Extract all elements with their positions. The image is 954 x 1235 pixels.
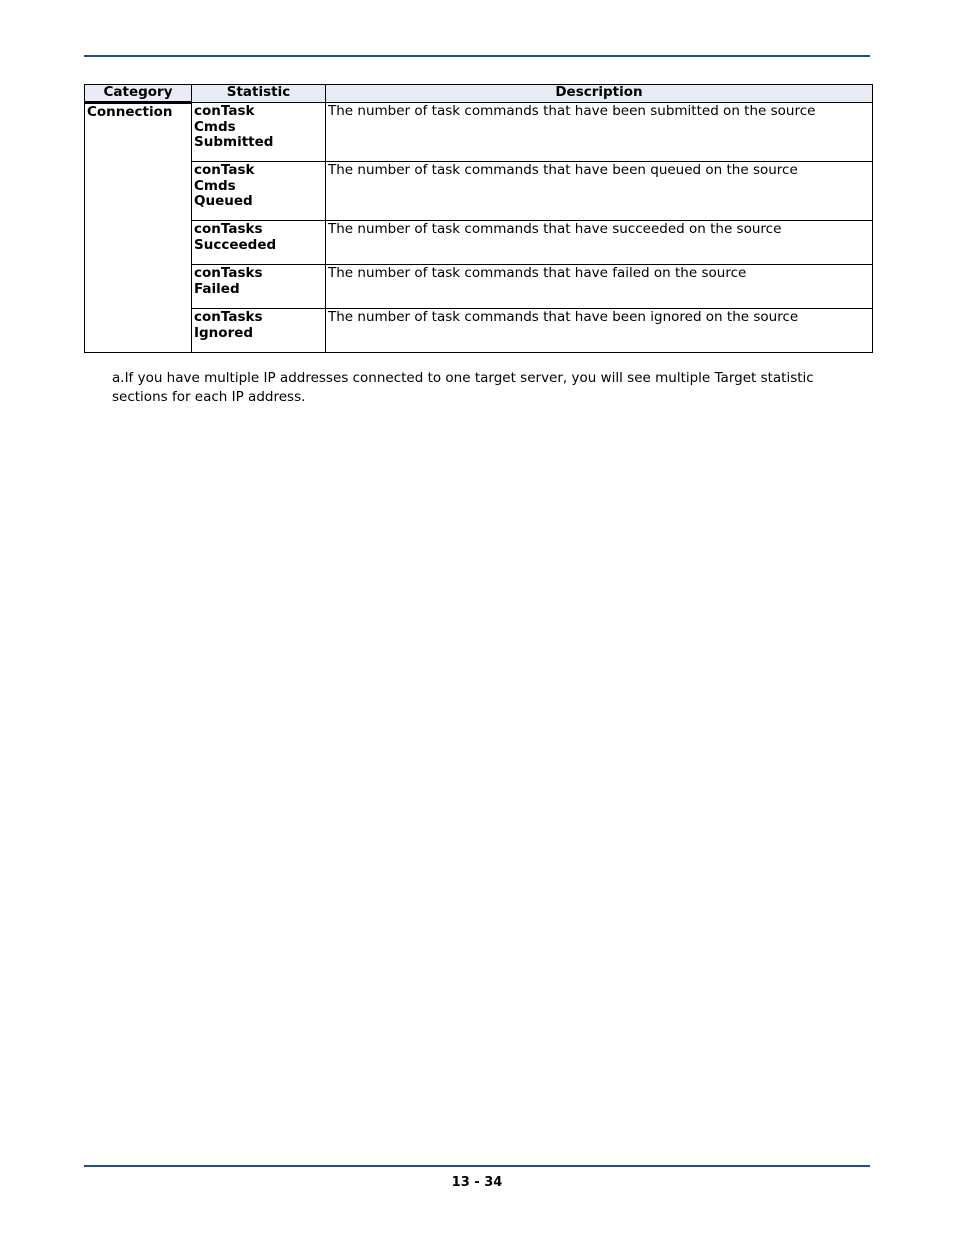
table-row xyxy=(85,265,873,309)
description-cell: The number of task commands that have been queued on the source xyxy=(326,162,873,221)
statistic-cell: conTask Cmds Queued xyxy=(192,162,326,221)
statistic-cell: conTasks Failed xyxy=(192,265,326,309)
table-footnote: a.If you have multiple IP addresses connected to one target server, you will see multiple Target statistic sections for each IP address. xyxy=(112,370,814,405)
top-rule xyxy=(84,55,870,57)
description-cell: The number of task commands that have been ignored on the source xyxy=(326,309,873,353)
header-category: Category xyxy=(85,85,192,103)
statistic-cell: conTasks Succeeded xyxy=(192,221,326,265)
statistic-cell: conTask Cmds Submitted xyxy=(192,103,326,162)
description-cell: The number of task commands that have failed on the source xyxy=(326,265,873,309)
table-row xyxy=(85,221,873,265)
bottom-rule xyxy=(84,1165,870,1167)
table-row xyxy=(85,162,873,221)
category-cell: Connection xyxy=(85,103,192,353)
statistic-cell: conTasks Ignored xyxy=(192,309,326,353)
description-cell: The number of task commands that have succeeded on the source xyxy=(326,221,873,265)
table-row xyxy=(85,103,873,162)
table-header-row xyxy=(85,85,873,103)
page-number: 13 - 34 xyxy=(451,1175,503,1190)
table-row xyxy=(85,309,873,353)
statistics-table xyxy=(84,84,873,353)
description-cell: The number of task commands that have been submitted on the source xyxy=(326,103,873,162)
header-statistic: Statistic xyxy=(192,85,326,103)
header-description: Description xyxy=(326,85,873,103)
